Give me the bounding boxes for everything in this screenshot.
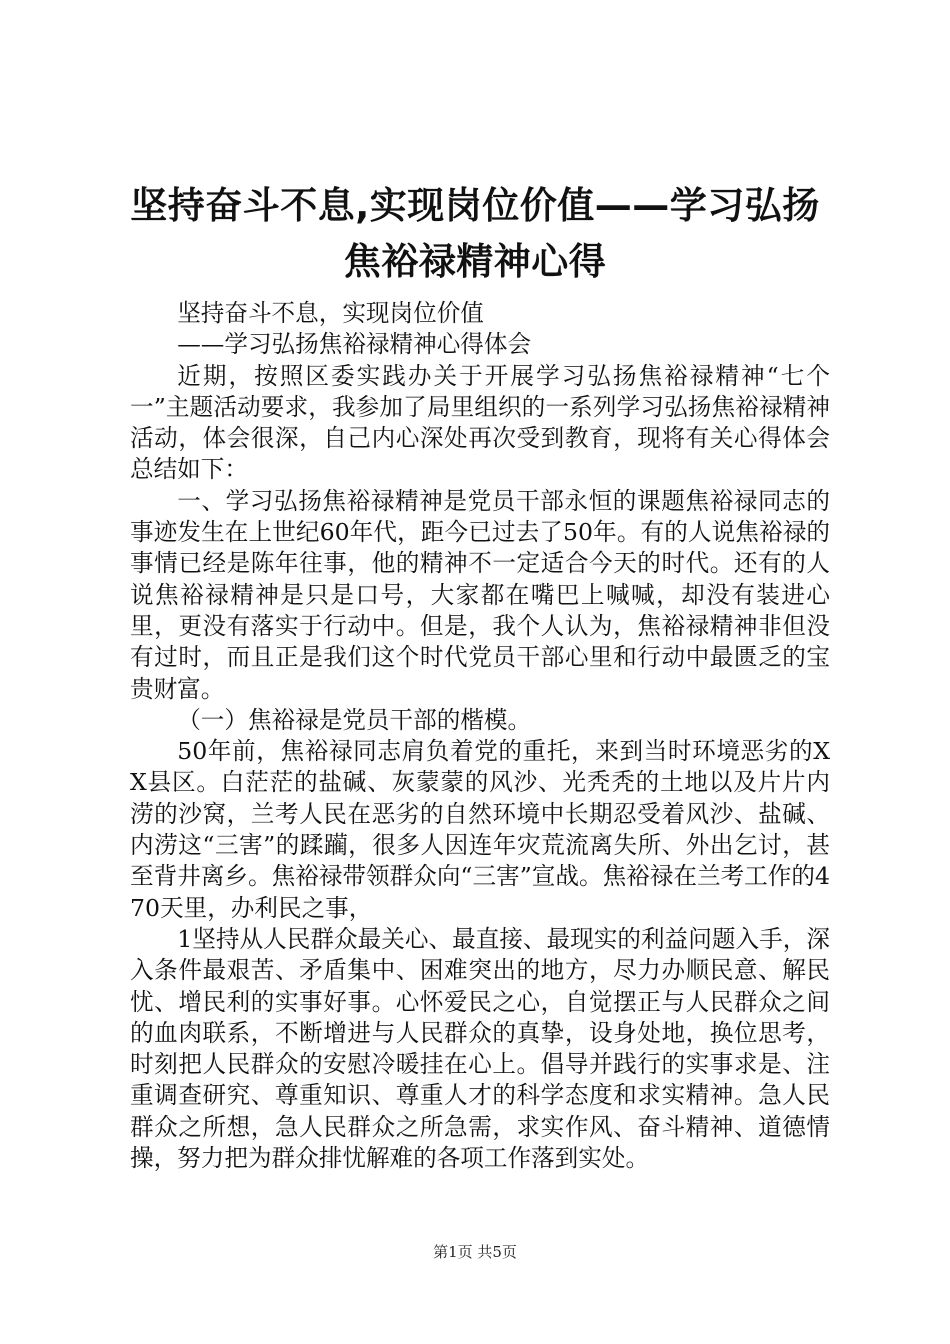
page-number-footer: 第1页 共5页	[433, 1243, 517, 1261]
body-paragraph: 一、学习弘扬焦裕禄精神是党员干部永恒的课题焦裕禄同志的事迹发生在上世纪60年代，距今已过去了50年。有的人说焦裕禄的事情已经是陈年往事，他的精神不一定适合今天的时代。还有的人说焦裕禄精神是只是口号，大家都在嘴巴上喊喊，却没有装进心里，更没有落实于行动中。但是，我个人认为，焦裕禄精神非但没有过时，而且正是我们这个时代党员干部心里和行动中最匮乏的宝贵财富。	[130, 486, 830, 703]
subtitle-line: ——学习弘扬焦裕禄精神心得体会	[177, 330, 532, 359]
subtitle-line: 坚持奋斗不息，实现岗位价值	[177, 299, 484, 327]
body-paragraph: 1坚持从人民群众最关心、最直接、最现实的利益问题入手，深入条件最艰苦、矛盾集中、困难突出的地方，尽力办顺民意、解民忧、增民利的实事好事。心怀爱民之心，自觉摆正与人民群众之间的血肉联系，不断增进与人民群众的真挚，设身处地，换位思考，时刻把人民群众的安慰冷暖挂在心上。倡导并践行的实事求是、注重调查研究、尊重知识、尊重人才的科学态度和求实精神。急人民群众之所想，急人民群众之所急需，求实作风、奋斗精神、道德情操，努力把为群众排忧解难的各项工作落到实处。	[130, 924, 830, 1173]
body-paragraph: 50年前，焦裕禄同志肩负着党的重托，来到当时环境恶劣的XX县区。白茫茫的盐碱、灰蒙蒙的风沙、光秃秃的土地以及片片内涝的沙窝，兰考人民在恶劣的自然环境中长期忍受着风沙、盐碱、内涝这“三害”的蹂躏，很多人因连年灾荒流离失所、外出乞讨，甚至背井离乡。焦裕禄带领群众向“三害”宣战。焦裕禄在兰考工作的470天里，办利民之事，	[130, 737, 830, 922]
document-body	[130, 298, 830, 1174]
document-title: 坚持奋斗不息,实现岗位价值——学习弘扬焦裕禄精神心得	[130, 184, 820, 283]
body-paragraph: 近期，按照区委实践办关于开展学习弘扬焦裕禄精神“七个一”主题活动要求，我参加了局里组织的一系列学习弘扬焦裕禄精神活动，体会很深，自己内心深处再次受到教育，现将有关心得体会总结如下：	[130, 361, 830, 484]
section-heading: （一）焦裕禄是党员干部的楷模。	[177, 705, 532, 734]
